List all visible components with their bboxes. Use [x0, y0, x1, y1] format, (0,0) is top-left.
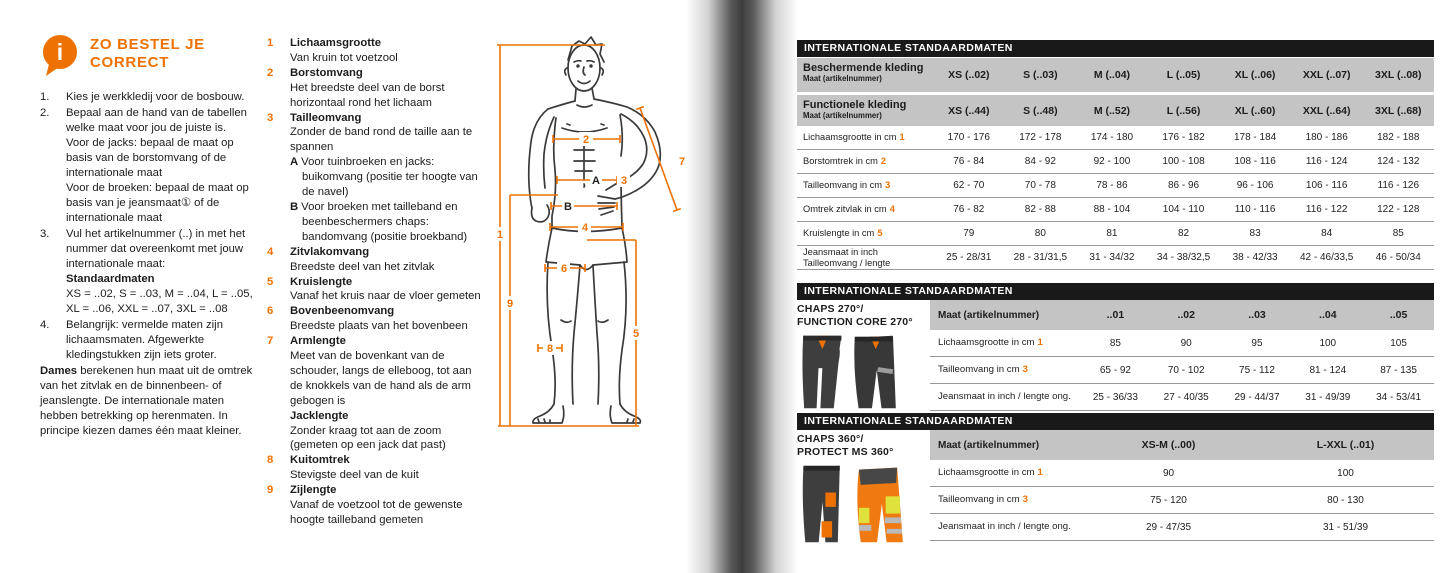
measure-value: 86 - 96: [1167, 180, 1200, 191]
figure-label-2: 2: [582, 134, 590, 146]
figure-label-8: 8: [546, 343, 554, 355]
man-outline-drawing: [529, 37, 661, 423]
step-text-line: Bepaal aan de hand van de tabellen welke maat voor jou de juiste is.: [66, 107, 247, 135]
measure-label-line: [938, 337, 1080, 348]
measure-value: 34 - 53/41: [1376, 391, 1422, 403]
measure-row-label: [797, 247, 933, 268]
measure-value: 29 - 47/35: [1145, 521, 1192, 533]
measure-row: [930, 514, 1434, 541]
size-code: XL (..06): [1234, 69, 1276, 81]
measure-row: [797, 246, 1434, 270]
measure-value: 29 - 44/37: [1234, 391, 1280, 403]
size-code: XS-M (..00): [1141, 439, 1196, 451]
measure-value: 180 - 186: [1305, 132, 1348, 143]
step-text: [66, 318, 260, 363]
figure-label-4: 4: [581, 222, 589, 234]
maat-artikelnummer-label: Maat (artikelnummer): [938, 309, 1040, 321]
measurement-desc: Zonder kraag tot aan de zoom (gemeten op een jack dat past): [290, 424, 446, 452]
product-name-line2: PROTECT MS 360°: [797, 445, 894, 458]
measure-label-line: [803, 132, 933, 143]
measurement-text: [290, 304, 481, 334]
measure-ref-number: 1: [1037, 337, 1043, 349]
measure-value: 31 - 49/39: [1305, 391, 1351, 403]
measure-label-line: [803, 204, 933, 215]
measurement-text: [290, 111, 481, 245]
measure-value: 106 - 116: [1305, 180, 1348, 191]
measure-row-label: [930, 391, 1080, 402]
size-table-standard: [797, 40, 1434, 270]
step-text-line: XS = ..02, S = ..03, M = ..04, L = ..05, XL = ..06, XXL = ..07, 3XL = ..08: [66, 288, 253, 316]
measure-label-text: Tailleomvang in cm: [938, 494, 1020, 506]
page-title-line1: ZO BESTEL JE: [90, 36, 205, 53]
step-number: 2.: [40, 107, 50, 120]
measure-value: 80: [1034, 228, 1046, 239]
measure-label-text: Jeansmaat in inch / lengte ong.: [938, 521, 1071, 533]
figure-label-7: 7: [678, 156, 686, 168]
table1-body: [797, 58, 1434, 270]
measurement-desc: Zonder de band rond de taille aan te spannen: [290, 126, 473, 154]
measure-row-label: [930, 337, 1080, 348]
measure-value: 84 - 92: [1024, 156, 1056, 167]
measure-value: 46 - 50/34: [1375, 252, 1421, 263]
measure-value: 80 - 130: [1327, 494, 1364, 506]
measure-value: 174 - 180: [1090, 132, 1134, 143]
measurement-subtext: Voor tuinbroeken en jacks: buikomvang (positie ter hoogte van de navel): [301, 156, 478, 199]
instruction-step: [40, 227, 260, 317]
measurement-text: [290, 275, 481, 305]
size-code: ..04: [1319, 309, 1337, 321]
measure-row-label: [797, 180, 933, 191]
instruction-step: [40, 90, 260, 105]
measure-row-label: [797, 204, 933, 215]
size-header-row: [797, 95, 1434, 126]
measure-value: 76 - 84: [953, 156, 985, 167]
measure-value: 92 - 100: [1093, 156, 1131, 167]
measure-value: 75 - 120: [1150, 494, 1187, 506]
measure-value: 110 - 116: [1234, 204, 1276, 215]
size-code: L-XXL (..01): [1316, 439, 1375, 451]
measure-row: [930, 384, 1434, 411]
measure-label-text: Omtrek zitvlak in cm: [803, 204, 887, 215]
measure-value: 84: [1321, 228, 1333, 239]
measure-row: [797, 222, 1434, 246]
measurement-term: Lichaamsgrootte: [290, 37, 382, 49]
measure-value: 75 - 112: [1239, 364, 1275, 376]
measure-label-text: Jeansmaat in inch: [803, 246, 878, 257]
measurement-lines: [497, 45, 681, 426]
measure-row: [930, 357, 1434, 384]
table2-body: [930, 300, 1434, 414]
measure-label-line: [938, 494, 1080, 505]
size-code: 3XL (..08): [1375, 69, 1422, 81]
measure-value: 122 - 128: [1377, 204, 1420, 215]
measurement-desc: Meet van de bovenkant van de schouder, langs de elleboog, tot aan de knokkels van de hand als de arm gebogen is: [290, 350, 472, 407]
measure-label-text2: Tailleomvang / lengte: [803, 257, 891, 268]
dames-note-bold: Dames: [40, 365, 78, 378]
measurement-item: [267, 36, 481, 66]
size-header-row: [930, 430, 1434, 460]
measure-label-text: Jeansmaat in inch / lengte ong.: [938, 391, 1071, 403]
measure-value: 172 - 178: [1019, 132, 1062, 143]
measurement-term: Kruislengte: [290, 275, 353, 288]
measurement-number: 3: [267, 111, 274, 124]
measurement-subletter: B: [290, 200, 299, 213]
measure-value: 31 - 51/39: [1322, 521, 1369, 533]
size-code: ..03: [1248, 309, 1266, 321]
instructions-column: [40, 33, 260, 439]
measurement-number: 6: [267, 305, 274, 318]
measure-label-text: Lichaamsgrootte in cm: [938, 337, 1035, 349]
measure-label-line: [938, 467, 1080, 478]
measure-value: 81 - 124: [1309, 364, 1347, 376]
size-header-row: [797, 58, 1434, 92]
measurement-desc: Stevigste deel van de kuit: [290, 469, 419, 482]
measurement-item: [267, 245, 481, 275]
measurement-term: Armlengte: [290, 335, 346, 348]
step-text-line: Kies je werkkledij voor de bosbouw.: [66, 91, 245, 103]
measure-value: 116 - 122: [1305, 204, 1348, 215]
measurement-number: 1: [267, 37, 274, 49]
product-name-chaps-270: [797, 303, 930, 328]
measure-label-line: [803, 156, 933, 167]
measure-label-text: Tailleomvang in cm: [938, 364, 1020, 376]
ordering-steps-list: [40, 90, 260, 363]
figure-label-9: 9: [506, 298, 514, 310]
measure-row: [930, 460, 1434, 487]
measure-value: 34 - 38/32,5: [1156, 252, 1211, 263]
measure-label-line: [803, 247, 933, 258]
measurement-subtext: Voor broeken met tailleband en beenbeschermers chaps: bandomvang (positie broekband): [301, 200, 468, 243]
page-spine: [686, 0, 798, 573]
measure-label-text: Tailleomvang in cm: [803, 180, 883, 191]
size-code: XS (..44): [948, 104, 990, 117]
size-code: XXL (..64): [1302, 104, 1351, 117]
size-code: L (..05): [1166, 69, 1201, 81]
measurement-term: Borstomvang: [290, 66, 363, 79]
measurement-item: [267, 304, 481, 334]
size-header-label: [797, 58, 933, 92]
info-header: [40, 33, 260, 77]
measure-label-line: [803, 180, 933, 191]
measure-ref-number: 2: [880, 156, 887, 167]
measure-value: 88 - 104: [1093, 204, 1131, 215]
measure-row: [797, 150, 1434, 174]
measurement-item: [267, 483, 481, 528]
size-header-label: [797, 95, 933, 126]
measure-value: 108 - 116: [1234, 156, 1276, 167]
instruction-step: [40, 106, 260, 226]
step-text-line: Standaardmaten: [66, 273, 155, 286]
measurement-item: [267, 334, 481, 453]
measurement-term: Tailleomvang: [290, 111, 362, 124]
body-measurement-diagram: [488, 18, 700, 430]
measurement-desc: Vanaf het kruis naar de vloer gemeten: [290, 290, 481, 303]
measure-row-label: [930, 521, 1080, 532]
measure-row-label: [930, 467, 1080, 478]
measure-value: 104 - 110: [1162, 204, 1205, 215]
figure-label-1: 1: [496, 229, 504, 241]
measure-row: [930, 487, 1434, 514]
measure-value: 178 - 184: [1233, 132, 1277, 143]
size-code: XXL (..07): [1302, 69, 1351, 81]
measure-value: 78 - 86: [1096, 180, 1128, 191]
category-label: Beschermende kleding: [803, 62, 924, 74]
measure-row: [797, 126, 1434, 150]
measure-ref-number: 1: [1037, 467, 1043, 479]
product-name-chaps-360: [797, 433, 930, 458]
info-icon: [40, 33, 80, 77]
measurement-number: 5: [267, 275, 274, 288]
instruction-step: [40, 318, 260, 363]
measurement-subitem: [290, 200, 481, 245]
size-code: 3XL (..68): [1375, 104, 1422, 117]
measure-value: 85: [1109, 337, 1121, 349]
measurement-term: Zijlengte: [290, 484, 337, 497]
measure-label-text: Borstomtrek in cm: [803, 156, 878, 167]
size-code: S (..03): [1023, 69, 1058, 81]
measure-value: 82: [1177, 228, 1190, 239]
measurement-item: [267, 111, 481, 245]
size-code: ..01: [1106, 309, 1125, 321]
page-title-line2: CORRECT: [90, 54, 170, 71]
category-sublabel: Maat (artikelnummer): [803, 74, 882, 83]
measure-ref-number: 4: [889, 204, 895, 215]
measurement-number: 7: [267, 335, 274, 348]
measure-value: 27 - 40/35: [1163, 391, 1209, 403]
measure-row: [797, 198, 1434, 222]
measure-value: 70 - 102: [1167, 364, 1205, 376]
measurement-number: 9: [267, 484, 274, 497]
measure-value: 25 - 28/31: [946, 252, 992, 263]
step-text: [66, 227, 260, 317]
measure-value: 87 - 135: [1380, 364, 1417, 376]
measure-label-line: [938, 521, 1080, 532]
step-text-line: Belangrijk: vermelde maten zijn lichaamsmaten. Afgewerkte kledingstukken zijn iets groter.: [66, 319, 223, 362]
measurement-term: Kuitomtrek: [290, 454, 350, 467]
product-name-line2: FUNCTION CORE 270°: [797, 315, 913, 328]
measure-value: 90: [1162, 467, 1175, 479]
chaps-270-product-image: [797, 330, 903, 414]
measure-ref-number: 3: [1022, 494, 1028, 506]
measure-value: 42 - 46/33,5: [1299, 252, 1354, 263]
measure-ref-number: 5: [877, 228, 883, 239]
size-code: M (..04): [1093, 69, 1131, 81]
measure-value: 124 - 132: [1377, 156, 1420, 167]
measurement-number: 4: [267, 245, 274, 258]
measure-value: 90: [1180, 337, 1192, 349]
measure-value: 100: [1337, 467, 1354, 479]
measure-value: 82 - 88: [1024, 204, 1056, 215]
measure-row: [930, 330, 1434, 357]
figure-label-5: 5: [632, 328, 640, 340]
measurement-text: [290, 245, 481, 275]
measurement-number: 8: [267, 454, 274, 467]
measurement-number: 2: [267, 66, 274, 79]
step-number: 1.: [40, 91, 50, 103]
measure-ref-number: 1: [899, 132, 905, 143]
size-header-row: [930, 300, 1434, 330]
measurement-term: Bovenbeenomvang: [290, 305, 395, 318]
measure-value: 176 - 182: [1162, 132, 1205, 143]
measure-value: 76 - 82: [953, 204, 985, 215]
measure-value: 96 - 106: [1236, 180, 1274, 191]
measurement-desc: Van kruin tot voetzool: [290, 51, 398, 64]
maat-artikelnummer-label: Maat (artikelnummer): [938, 439, 1040, 451]
size-table-chaps-270: [797, 283, 1434, 414]
measurement-desc: Breedste plaats van het bovenbeen: [290, 320, 468, 333]
measurement-item: [267, 66, 481, 111]
measurement-item: [267, 453, 481, 483]
dames-note-text: berekenen hun maat uit de omtrek van het zitvlak en de binnenbeen- of jeanslengte. De internationale maten hebben betrekking op herenmaten. In principe kiezen dames één maat kleiner.: [40, 365, 253, 438]
measure-value: 83: [1249, 228, 1261, 239]
chaps-360-product-image: [797, 460, 915, 548]
measure-value: 85: [1392, 228, 1404, 239]
dames-note: [40, 364, 260, 439]
measure-row-label: [930, 364, 1080, 375]
measure-value: 81: [1106, 228, 1118, 239]
measurement-desc: Het breedste deel van de borst horizontaal rond het lichaam: [290, 81, 445, 109]
measure-label-line: [938, 364, 1080, 375]
table3-body: [930, 430, 1434, 548]
measure-value: 116 - 124: [1305, 156, 1348, 167]
measure-value: 79: [963, 228, 975, 239]
step-text: [66, 106, 260, 226]
measure-label-text: Lichaamsgrootte in cm: [803, 132, 897, 143]
product-name-line1: CHAPS 360°/: [797, 433, 864, 445]
measurement-definitions-column: [267, 36, 481, 528]
measurement-desc: Breedste deel van het zitvlak: [290, 260, 435, 273]
size-code: S (..48): [1023, 104, 1058, 117]
measurement-subletter: A: [290, 156, 299, 169]
size-code: M (..52): [1093, 104, 1131, 117]
measure-row: [797, 174, 1434, 198]
page-title: [90, 33, 205, 72]
product-column-chaps-270: [797, 300, 930, 414]
size-code: ..05: [1389, 309, 1408, 321]
measurement-term: Jacklengte: [290, 409, 349, 422]
measure-value: 38 - 42/33: [1232, 252, 1278, 263]
measure-value: 116 - 126: [1377, 180, 1420, 191]
category-label: Functionele kleding: [803, 99, 907, 111]
figure-label-B: B: [564, 201, 572, 213]
measurement-term: Zitvlakomvang: [290, 245, 370, 258]
measure-value: 182 - 188: [1377, 132, 1420, 143]
step-number: 3.: [40, 228, 50, 241]
measure-value: 100: [1319, 337, 1337, 349]
measure-value: 65 - 92: [1099, 364, 1131, 376]
measure-value: 25 - 36/33: [1092, 391, 1138, 403]
measure-value: 62 - 70: [953, 180, 985, 191]
measure-label-text: Lichaamsgrootte in cm: [938, 467, 1035, 479]
size-code: L (..56): [1166, 104, 1201, 117]
measure-label-text: Kruislengte in cm: [803, 228, 875, 239]
measure-value: 95: [1251, 337, 1263, 349]
measure-row-label: [930, 494, 1080, 505]
measurement-item: [267, 275, 481, 305]
measurement-desc: Vanaf de voetzool tot de gewenste hoogte tailleband gemeten: [290, 499, 463, 526]
measure-row-label: [797, 132, 933, 143]
measure-value: 31 - 34/32: [1089, 252, 1135, 263]
measure-row-label: [797, 228, 933, 239]
category-sublabel: Maat (artikelnummer): [803, 111, 882, 120]
step-number: 4.: [40, 319, 50, 332]
measurement-text: [290, 334, 481, 453]
size-code: XL (..60): [1234, 104, 1276, 117]
measure-row-label: [797, 156, 933, 167]
step-text: [66, 90, 260, 105]
size-code: ..02: [1177, 309, 1195, 321]
measure-value: 28 - 31/31,5: [1013, 252, 1068, 263]
measure-value: 70 - 78: [1024, 180, 1056, 191]
figure-label-A: A: [592, 175, 600, 187]
measurement-text: [290, 36, 481, 66]
measurement-text: [290, 483, 481, 528]
measurement-subitem: [290, 155, 481, 200]
measure-label-line: [803, 228, 933, 239]
measure-label-line: [938, 391, 1080, 402]
measure-value: 100 - 108: [1162, 156, 1205, 167]
product-column-chaps-360: [797, 430, 930, 548]
measure-value: 105: [1390, 337, 1407, 349]
size-code: XS (..02): [948, 69, 990, 81]
table2-section-header: INTERNATIONALE STANDAARDMATEN: [797, 283, 1434, 300]
measurement-list: [267, 36, 481, 528]
figure-label-3: 3: [620, 175, 628, 187]
measure-ref-number: 3: [885, 180, 891, 191]
step-text-line: Voor de jacks: bepaal de maat op basis van de borstomvang of de internationale maat: [66, 137, 234, 180]
svg-text:i: i: [56, 39, 64, 65]
measurement-text: [290, 66, 481, 111]
product-name-line1: CHAPS 270°/: [797, 303, 864, 315]
measure-ref-number: 3: [1022, 364, 1028, 376]
table3-section-header: INTERNATIONALE STANDAARDMATEN: [797, 413, 1434, 430]
step-text-line: Vul het artikelnummer (..) in met het nummer dat overeenkomt met jouw internationale maat:: [66, 228, 246, 271]
measurement-text: [290, 453, 481, 483]
table1-section-header: INTERNATIONALE STANDAARDMATEN: [797, 40, 1434, 57]
measure-value: 170 - 176: [947, 132, 990, 143]
step-text-line: Voor de broeken: bepaal de maat op basis van je jeansmaat① of de internationale maat: [66, 182, 249, 225]
size-table-chaps-360: [797, 413, 1434, 548]
figure-label-6: 6: [560, 263, 568, 275]
